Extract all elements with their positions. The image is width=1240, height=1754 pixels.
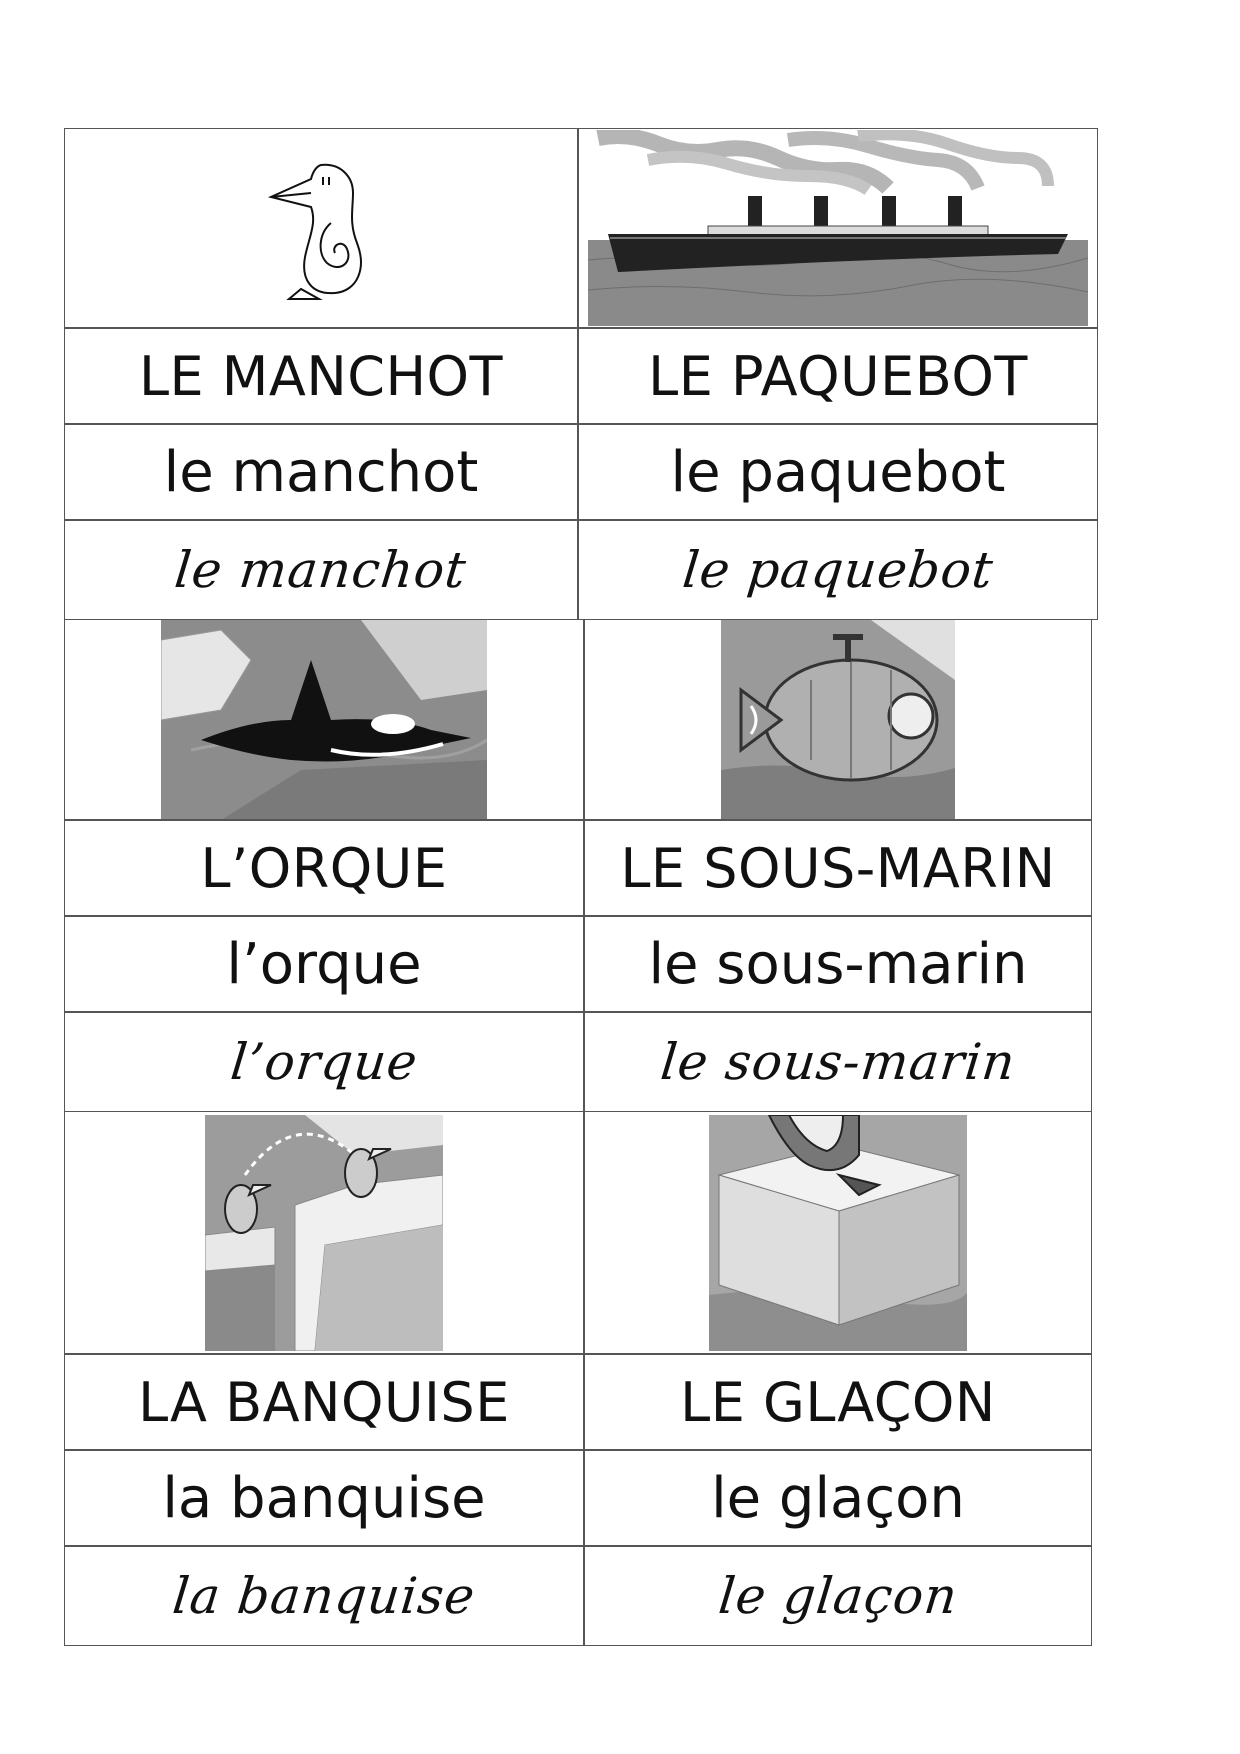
cursive-word: le sous-marin [657, 1033, 1019, 1091]
lowercase-word: l’orque [226, 931, 422, 997]
cursive-word: le glaçon [715, 1567, 961, 1625]
uppercase-word: LE SOUS-MARIN [620, 836, 1056, 900]
lowercase-word: la banquise [162, 1465, 486, 1531]
ocean-liner-icon [588, 130, 1088, 326]
lowercase-word: le sous-marin [648, 931, 1028, 997]
lowercase-word: le paquebot [670, 439, 1006, 505]
uppercase-word: LE MANCHOT [138, 344, 504, 408]
lowercase-cell [64, 1450, 584, 1546]
picture-cell [64, 620, 584, 820]
picture-cell [64, 128, 578, 328]
submarine-icon [721, 620, 955, 820]
cursive-word: la banquise [169, 1567, 479, 1625]
uppercase-cell [64, 328, 578, 424]
cursive-word: le paquebot [679, 541, 997, 599]
uppercase-word: L’ORQUE [200, 836, 448, 900]
penguin-on-ice-cube-icon [709, 1115, 967, 1351]
uppercase-word: LA BANQUISE [138, 1370, 510, 1434]
cursive-word: l’orque [227, 1033, 421, 1091]
lowercase-cell [64, 916, 584, 1012]
cursive-word: le manchot [172, 541, 470, 599]
cursive-cell [64, 1546, 584, 1646]
lowercase-cell [578, 424, 1098, 520]
cursive-cell [64, 520, 578, 620]
lowercase-word: le glaçon [711, 1465, 965, 1531]
cursive-cell [584, 1012, 1092, 1112]
uppercase-cell [64, 1354, 584, 1450]
cursive-cell [64, 1012, 584, 1112]
cursive-cell [578, 520, 1098, 620]
uppercase-word: LE PAQUEBOT [648, 344, 1028, 408]
lowercase-cell [584, 916, 1092, 1012]
picture-cell [64, 1112, 584, 1354]
uppercase-cell [584, 1354, 1092, 1450]
cursive-cell [584, 1546, 1092, 1646]
penguins-on-ice-floe-icon [205, 1115, 443, 1351]
picture-cell [578, 128, 1098, 328]
picture-cell [584, 620, 1092, 820]
uppercase-cell [584, 820, 1092, 916]
lowercase-cell [584, 1450, 1092, 1546]
lowercase-word: le manchot [163, 439, 479, 505]
uppercase-word: LE GLAÇON [680, 1370, 996, 1434]
lowercase-cell [64, 424, 578, 520]
orca-icon [161, 620, 487, 820]
uppercase-cell [578, 328, 1098, 424]
picture-cell [584, 1112, 1092, 1354]
uppercase-cell [64, 820, 584, 916]
penguin-outline-icon [261, 153, 381, 303]
